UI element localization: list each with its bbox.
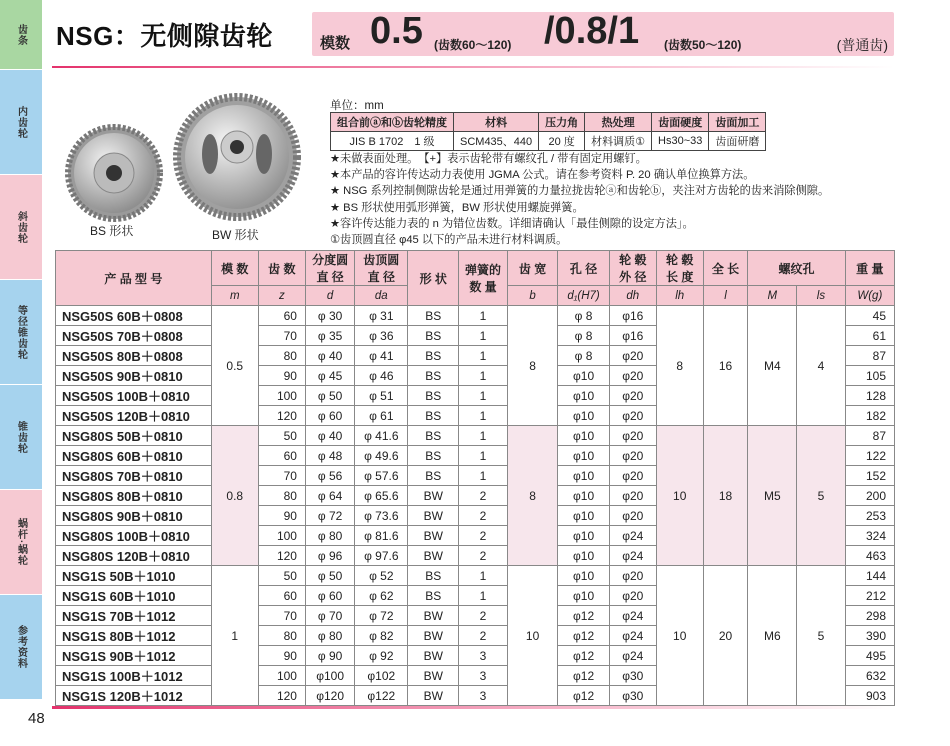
header-pitch: 分度圆 直 径	[305, 251, 354, 286]
teeth-cell: 120	[258, 406, 305, 426]
springs-cell: 1	[459, 346, 508, 366]
teeth-cell: 50	[258, 426, 305, 446]
page-title: NSG：无侧隙齿轮	[56, 21, 273, 51]
springs-cell: 1	[459, 446, 508, 466]
bore-cell: φ10	[558, 506, 609, 526]
pitch-cell: φ 64	[305, 486, 354, 506]
pitch-cell: φ 50	[305, 386, 354, 406]
hubdia-cell: φ16	[609, 306, 656, 326]
outer-cell: φ 62	[355, 586, 408, 606]
spec-value-cell: Hs30~33	[652, 132, 709, 151]
header-screw: 螺纹孔	[748, 251, 845, 286]
outer-cell: φ 92	[355, 646, 408, 666]
sidebar	[0, 0, 42, 700]
symbol-hubdia: dh	[609, 286, 656, 306]
page-header	[52, 12, 894, 60]
note-line: ★未做表面处理。 【+】表示齿轮带有螺纹孔 / 带有固定用螺钉。	[330, 153, 647, 165]
screw-m-cell: M6	[748, 566, 797, 706]
shape-cell: BW	[408, 686, 459, 706]
symbol-weight: W(g)	[845, 286, 894, 306]
spec-value-cell: 材料调质①	[585, 132, 652, 151]
outer-cell: φ 72	[355, 606, 408, 626]
bore-cell: φ12	[558, 666, 609, 686]
bore-cell: φ10	[558, 586, 609, 606]
springs-cell: 1	[459, 466, 508, 486]
outer-cell: φ 51	[355, 386, 408, 406]
header-width: 齿 宽	[507, 251, 558, 286]
header-outer: 齿顶圆 直 径	[355, 251, 408, 286]
hubdia-cell: φ20	[609, 586, 656, 606]
outer-cell: φ102	[355, 666, 408, 686]
weight-cell: 212	[845, 586, 894, 606]
teeth-range-1: (齿数60～120)	[434, 38, 512, 52]
bore-cell: φ10	[558, 446, 609, 466]
teeth-cell: 70	[258, 466, 305, 486]
bore-cell: φ12	[558, 646, 609, 666]
product-cell: NSG1S 120B＋1012	[56, 686, 212, 706]
hubdia-cell: φ30	[609, 666, 656, 686]
screw-m-cell: M5	[748, 426, 797, 566]
outer-cell: φ 31	[355, 306, 408, 326]
shape-cell: BS	[408, 366, 459, 386]
header-springs: 弹簧的 数 量	[459, 251, 508, 306]
pitch-cell: φ 30	[305, 306, 354, 326]
weight-cell: 182	[845, 406, 894, 426]
product-cell: NSG1S 70B＋1012	[56, 606, 212, 626]
header-bore: 孔 径	[558, 251, 609, 286]
hubdia-cell: φ20	[609, 426, 656, 446]
product-table	[55, 250, 895, 706]
product-cell: NSG1S 100B＋1012	[56, 666, 212, 686]
symbol-total: l	[703, 286, 748, 306]
hubdia-cell: φ16	[609, 326, 656, 346]
bore-cell: φ12	[558, 606, 609, 626]
hublen-cell: 10	[656, 566, 703, 706]
product-cell: NSG80S 120B＋0810	[56, 546, 212, 566]
sidebar-tab-reference[interactable]: 参考资料	[0, 595, 42, 700]
hubdia-cell: φ24	[609, 526, 656, 546]
spec-value-cell: JIS B 1702 1 级	[331, 132, 454, 151]
teeth-cell: 90	[258, 506, 305, 526]
outer-cell: φ 57.6	[355, 466, 408, 486]
table-row	[56, 566, 895, 586]
outer-cell: φ 52	[355, 566, 408, 586]
total-cell: 20	[703, 566, 748, 706]
outer-cell: φ 82	[355, 626, 408, 646]
hubdia-cell: φ20	[609, 466, 656, 486]
product-cell: NSG80S 50B＋0810	[56, 426, 212, 446]
outer-cell: φ 41	[355, 346, 408, 366]
teeth-cell: 100	[258, 526, 305, 546]
module-cell: 0.8	[211, 426, 258, 566]
screw-l-cell: 5	[797, 566, 845, 706]
product-cell: NSG50S 120B＋0810	[56, 406, 212, 426]
teeth-cell: 80	[258, 346, 305, 366]
header-weight: 重 量	[845, 251, 894, 286]
spec-value-cell: SCM435、440	[454, 132, 539, 151]
teeth-cell: 60	[258, 306, 305, 326]
note-line: ①齿顶圆直径 φ45 以下的产品未进行材料调质。	[330, 234, 568, 247]
teeth-cell: 50	[258, 566, 305, 586]
product-cell: NSG80S 80B＋0810	[56, 486, 212, 506]
springs-cell: 2	[459, 526, 508, 546]
bore-cell: φ10	[558, 546, 609, 566]
hubdia-cell: φ24	[609, 606, 656, 626]
bore-cell: φ10	[558, 406, 609, 426]
pitch-cell: φ 96	[305, 546, 354, 566]
shape-cell: BS	[408, 466, 459, 486]
pitch-cell: φ 35	[305, 326, 354, 346]
bore-cell: φ12	[558, 686, 609, 706]
bore-cell: φ10	[558, 526, 609, 546]
shape-cell: BW	[408, 666, 459, 686]
module-value-2: /0.8/1	[544, 10, 640, 52]
page-number: 48	[28, 710, 45, 727]
weight-cell: 122	[845, 446, 894, 466]
weight-cell: 324	[845, 526, 894, 546]
header-hubdia: 轮 毂 外 径	[609, 251, 656, 286]
product-cell: NSG80S 90B＋0810	[56, 506, 212, 526]
teeth-cell: 120	[258, 686, 305, 706]
shape-cell: BS	[408, 386, 459, 406]
shape-cell: BW	[408, 506, 459, 526]
pitch-cell: φ 40	[305, 346, 354, 366]
screw-m-cell: M4	[748, 306, 797, 426]
symbol-module: m	[211, 286, 258, 306]
weight-cell: 87	[845, 426, 894, 446]
shape-cell: BS	[408, 446, 459, 466]
outer-cell: φ 73.6	[355, 506, 408, 526]
width-cell: 8	[507, 426, 558, 566]
hublen-cell: 8	[656, 306, 703, 426]
pitch-cell: φ 40	[305, 426, 354, 446]
sidebar-tab-miter-gear[interactable]: 等径锥齿轮	[0, 280, 42, 385]
pitch-cell: φ 60	[305, 406, 354, 426]
teeth-cell: 70	[258, 606, 305, 626]
spec-header-row	[331, 113, 766, 132]
hubdia-cell: φ20	[609, 406, 656, 426]
weight-cell: 45	[845, 306, 894, 326]
sidebar-tab-internal-gear[interactable]: 内齿轮	[0, 70, 42, 175]
product-cell: NSG1S 80B＋1012	[56, 626, 212, 646]
sidebar-tab-bevel-gear[interactable]: 锥齿轮	[0, 385, 42, 490]
notes	[330, 151, 829, 248]
symbol-screw-m: M	[748, 286, 797, 306]
springs-cell: 3	[459, 666, 508, 686]
bore-cell: φ12	[558, 626, 609, 646]
module-banner	[312, 12, 894, 56]
spec-table	[330, 112, 766, 151]
springs-cell: 3	[459, 646, 508, 666]
pitch-cell: φ 70	[305, 606, 354, 626]
weight-cell: 632	[845, 666, 894, 686]
bore-cell: φ10	[558, 366, 609, 386]
product-cell: NSG1S 60B＋1010	[56, 586, 212, 606]
weight-cell: 105	[845, 366, 894, 386]
springs-cell: 1	[459, 326, 508, 346]
spec-value-cell: 齿面研磨	[709, 132, 766, 151]
weight-cell: 463	[845, 546, 894, 566]
springs-cell: 1	[459, 306, 508, 326]
note-line: ★ NSG 系列控制侧隙齿轮是通过用弹簧的力量拉拢齿轮ⓐ和齿轮ⓑ，夹注对方齿轮的齿来消除侧隙。	[330, 185, 830, 198]
product-cell: NSG80S 70B＋0810	[56, 466, 212, 486]
unit-label: 单位：mm	[330, 100, 384, 112]
shape-cell: BW	[408, 486, 459, 506]
outer-cell: φ 61	[355, 406, 408, 426]
teeth-cell: 70	[258, 326, 305, 346]
shape-cell: BS	[408, 306, 459, 326]
hubdia-cell: φ20	[609, 386, 656, 406]
springs-cell: 1	[459, 566, 508, 586]
note-line: ★ BS 形状使用弧形弹簧，BW 形状使用螺旋弹簧。	[330, 201, 584, 214]
spec-header-cell: 压力角	[539, 113, 585, 132]
header-module: 模 数	[211, 251, 258, 286]
screw-l-cell: 5	[797, 426, 845, 566]
product-cell: NSG50S 70B＋0808	[56, 326, 212, 346]
pitch-cell: φ120	[305, 686, 354, 706]
shape-cell: BS	[408, 566, 459, 586]
pitch-cell: φ 50	[305, 566, 354, 586]
sidebar-tab-helical-gear[interactable]: 斜齿轮	[0, 175, 42, 280]
caption-bw: BW 形状	[212, 228, 259, 242]
hublen-cell: 10	[656, 426, 703, 566]
hubdia-cell: φ20	[609, 346, 656, 366]
pitch-cell: φ 45	[305, 366, 354, 386]
product-cell: NSG80S 60B＋0810	[56, 446, 212, 466]
table-row	[56, 426, 895, 446]
teeth-cell: 90	[258, 646, 305, 666]
note-line: ★本产品的容许传达动力表使用 JGMA 公式。请在参考资料 P. 20 确认单位换算方法。	[330, 169, 755, 182]
outer-cell: φ 81.6	[355, 526, 408, 546]
table-header-row	[56, 251, 895, 286]
outer-cell: φ 41.6	[355, 426, 408, 446]
outer-cell: φ 46	[355, 366, 408, 386]
weight-cell: 390	[845, 626, 894, 646]
hubdia-cell: φ20	[609, 446, 656, 466]
module-cell: 1	[211, 566, 258, 706]
teeth-cell: 80	[258, 486, 305, 506]
springs-cell: 2	[459, 546, 508, 566]
gear-bs-image	[62, 118, 172, 228]
hubdia-cell: φ30	[609, 686, 656, 706]
symbol-width: b	[507, 286, 558, 306]
pitch-cell: φ 80	[305, 526, 354, 546]
header-product: 产 品 型 号	[56, 251, 212, 306]
product-cell: NSG80S 100B＋0810	[56, 526, 212, 546]
pitch-cell: φ 80	[305, 626, 354, 646]
product-cell: NSG1S 50B＋1010	[56, 566, 212, 586]
product-cell: NSG50S 100B＋0810	[56, 386, 212, 406]
teeth-cell: 100	[258, 386, 305, 406]
weight-cell: 61	[845, 326, 894, 346]
hubdia-cell: φ20	[609, 566, 656, 586]
spec-value-row	[331, 132, 766, 151]
header-divider	[52, 66, 894, 68]
outer-cell: φ 36	[355, 326, 408, 346]
spec-header-cell: 组合前ⓐ和ⓑ齿轮精度	[331, 113, 454, 132]
hubdia-cell: φ20	[609, 486, 656, 506]
teeth-cell: 120	[258, 546, 305, 566]
bore-cell: φ 8	[558, 306, 609, 326]
module-value-1: 0.5	[370, 10, 423, 52]
sidebar-tab-worm-gear[interactable]: 蜗杆·蜗轮	[0, 490, 42, 595]
teeth-cell: 90	[258, 366, 305, 386]
shape-cell: BW	[408, 646, 459, 666]
weight-cell: 298	[845, 606, 894, 626]
spec-header-cell: 齿面加工	[709, 113, 766, 132]
bore-cell: φ10	[558, 426, 609, 446]
weight-cell: 144	[845, 566, 894, 586]
weight-cell: 152	[845, 466, 894, 486]
header-shape: 形 状	[408, 251, 459, 306]
shape-cell: BW	[408, 546, 459, 566]
gear-bw-image	[172, 92, 302, 227]
shape-cell: BS	[408, 406, 459, 426]
bore-cell: φ10	[558, 486, 609, 506]
caption-bs: BS 形状	[90, 224, 134, 238]
springs-cell: 3	[459, 686, 508, 706]
gear-type: (普通齿)	[836, 37, 888, 53]
width-cell: 8	[507, 306, 558, 426]
symbol-outer: da	[355, 286, 408, 306]
shape-cell: BS	[408, 346, 459, 366]
springs-cell: 1	[459, 586, 508, 606]
product-cell: NSG50S 90B＋0810	[56, 366, 212, 386]
shape-cell: BS	[408, 326, 459, 346]
total-cell: 16	[703, 306, 748, 426]
outer-cell: φ 97.6	[355, 546, 408, 566]
table-row	[56, 306, 895, 326]
symbol-screw-l: ls	[797, 286, 845, 306]
sidebar-tab-rack[interactable]: 齿条	[0, 0, 42, 70]
footer-divider	[52, 706, 892, 709]
springs-cell: 2	[459, 626, 508, 646]
spec-value-cell: 20 度	[539, 132, 585, 151]
springs-cell: 2	[459, 486, 508, 506]
weight-cell: 87	[845, 346, 894, 366]
springs-cell: 1	[459, 366, 508, 386]
outer-cell: φ 49.6	[355, 446, 408, 466]
weight-cell: 903	[845, 686, 894, 706]
symbol-bore: d₁(H7)	[558, 286, 609, 306]
pitch-cell: φ 72	[305, 506, 354, 526]
bore-cell: φ10	[558, 466, 609, 486]
springs-cell: 1	[459, 426, 508, 446]
hubdia-cell: φ20	[609, 506, 656, 526]
pitch-cell: φ 90	[305, 646, 354, 666]
shape-cell: BW	[408, 626, 459, 646]
teeth-cell: 60	[258, 586, 305, 606]
hubdia-cell: φ24	[609, 626, 656, 646]
shape-cell: BW	[408, 526, 459, 546]
teeth-range-2: (齿数50～120)	[664, 38, 742, 52]
screw-l-cell: 4	[797, 306, 845, 426]
shape-cell: BW	[408, 606, 459, 626]
note-line: ★容许传达能力表的 n 为错位齿数。详细请确认「最佳侧隙的设定方法」。	[330, 217, 694, 230]
pitch-cell: φ 48	[305, 446, 354, 466]
hubdia-cell: φ20	[609, 366, 656, 386]
spec-header-cell: 热处理	[585, 113, 652, 132]
springs-cell: 1	[459, 406, 508, 426]
bore-cell: φ 8	[558, 346, 609, 366]
product-cell: NSG50S 60B＋0808	[56, 306, 212, 326]
symbol-teeth: z	[258, 286, 305, 306]
bore-cell: φ 8	[558, 326, 609, 346]
spec-header-cell: 材料	[454, 113, 539, 132]
bore-cell: φ10	[558, 566, 609, 586]
symbol-hublen: lh	[656, 286, 703, 306]
teeth-cell: 80	[258, 626, 305, 646]
product-cell: NSG1S 90B＋1012	[56, 646, 212, 666]
spec-header-cell: 齿面硬度	[652, 113, 709, 132]
total-cell: 18	[703, 426, 748, 566]
outer-cell: φ 65.6	[355, 486, 408, 506]
teeth-cell: 60	[258, 446, 305, 466]
pitch-cell: φ100	[305, 666, 354, 686]
weight-cell: 128	[845, 386, 894, 406]
product-cell: NSG50S 80B＋0808	[56, 346, 212, 366]
springs-cell: 1	[459, 386, 508, 406]
bore-cell: φ10	[558, 386, 609, 406]
springs-cell: 2	[459, 606, 508, 626]
shape-cell: BS	[408, 586, 459, 606]
shape-cell: BS	[408, 426, 459, 446]
header-hublen: 轮 毂 长 度	[656, 251, 703, 286]
header-total: 全 长	[703, 251, 748, 286]
width-cell: 10	[507, 566, 558, 706]
teeth-cell: 100	[258, 666, 305, 686]
weight-cell: 495	[845, 646, 894, 666]
hubdia-cell: φ24	[609, 546, 656, 566]
header-teeth: 齿 数	[258, 251, 305, 286]
hubdia-cell: φ24	[609, 646, 656, 666]
weight-cell: 253	[845, 506, 894, 526]
springs-cell: 2	[459, 506, 508, 526]
outer-cell: φ122	[355, 686, 408, 706]
module-cell: 0.5	[211, 306, 258, 426]
pitch-cell: φ 56	[305, 466, 354, 486]
pitch-cell: φ 60	[305, 586, 354, 606]
weight-cell: 200	[845, 486, 894, 506]
symbol-pitch: d	[305, 286, 354, 306]
module-label: 模数	[320, 35, 351, 52]
